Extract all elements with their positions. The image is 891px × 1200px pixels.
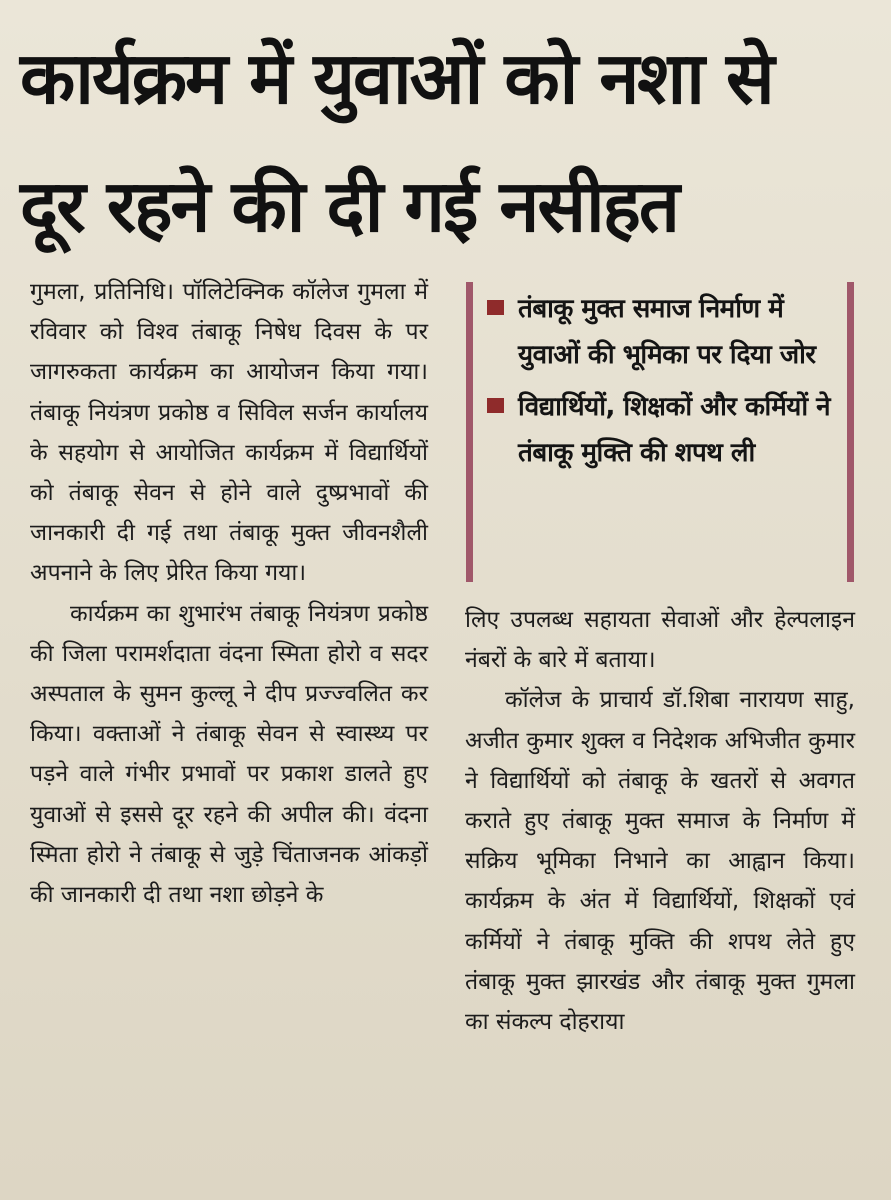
article-column-left xyxy=(30,272,428,915)
highlight-text-1: तंबाकू मुक्त समाज निर्माण में युवाओं की भूमिका पर दिया जोर xyxy=(518,294,816,370)
square-bullet-icon xyxy=(487,398,504,413)
headline-line-1: कार्यक्रम में युवाओं को नशा से xyxy=(20,36,773,120)
highlights-box xyxy=(466,282,854,582)
headline xyxy=(20,14,880,270)
highlight-item xyxy=(487,286,837,378)
highlight-item xyxy=(487,384,837,476)
article-paragraph-3: लिए उपलब्ध सहायता सेवाओं और हेल्पलाइन नंबरों के बारे में बताया। xyxy=(465,607,855,674)
headline-line-2: दूर रहने की दी गई नसीहत xyxy=(20,164,678,248)
square-bullet-icon xyxy=(487,300,504,315)
article-paragraph-2: कार्यक्रम का शुभारंभ तंबाकू नियंत्रण प्रकोष्ठ की जिला परामर्शदाता वंदना स्मिता होरो व सदर अस्पताल के सुमन कुल्लू ने दीप प्रज्ज्वलित कर किया। वक्ताओं ने तंबाकू सेवन से स्वास्थ्य पर पड़ने वाले गंभीर प्रभावों पर प्रकाश डालते हुए युवाओं से इससे दूर रहने की अपील की। वंदना स्मिता होरो ने तंबाकू से जुड़े चिंताजनक आंकड़ों की जानकारी दी तथा नशा छोड़ने के xyxy=(30,600,428,909)
article-paragraph-4: कॉलेज के प्राचार्य डॉ.शिबा नारायण साहु, अजीत कुमार शुक्ल व निदेशक अभिजीत कुमार ने विद्यार्थियों को तंबाकू के खतरों से अवगत कराते हुए तंबाकू मुक्त समाज के निर्माण में सक्रिय भूमिका निभाने का आह्वान किया। कार्यक्रम के अंत में विद्यार्थियों, शिक्षकों एवं कर्मियों ने तंबाकू मुक्ति की शपथ लेते हुए तंबाकू मुक्त झारखंड और तंबाकू मुक्त गुमला का संकल्प दोहराया xyxy=(465,687,855,1036)
article-column-right xyxy=(465,600,855,1042)
article-paragraph-1: गुमला, प्रतिनिधि। पॉलिटेक्निक कॉलेज गुमला में रविवार को विश्व तंबाकू निषेध दिवस के पर जागरुकता कार्यक्रम का आयोजन किया गया। तंबाकू नियंत्रण प्रकोष्ठ व सिविल सर्जन कार्यालय के सहयोग से आयोजित कार्यक्रम में विद्यार्थियों को तंबाकू सेवन से होने वाले दुष्प्रभावों की जानकारी दी गई तथा तंबाकू मुक्त जीवनशैली अपनाने के लिए प्रेरित किया गया। xyxy=(30,279,428,587)
highlight-text-2: विद्यार्थियों, शिक्षकों और कर्मियों ने तंबाकू मुक्ति की शपथ ली xyxy=(518,392,831,468)
